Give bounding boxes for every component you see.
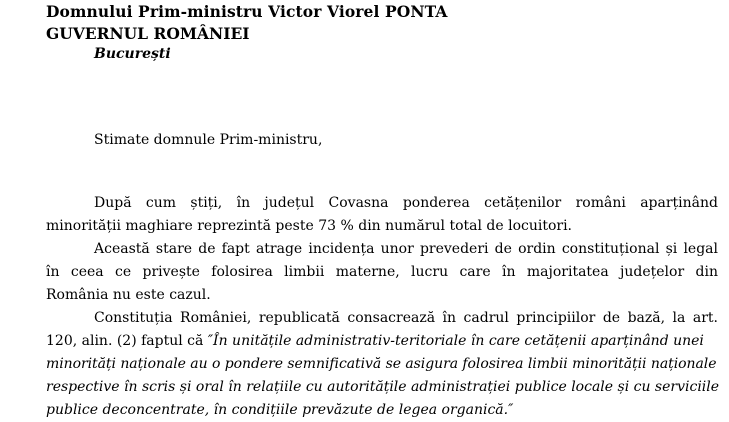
paragraph-1-line-2: minorității maghiare reprezintă peste 73 % din numărul total de locuitori.: [46, 218, 573, 234]
letter-body: [46, 192, 718, 422]
quotation-line-4: publice deconcentrate, în condițiile prevăzute de legea organică.″: [46, 402, 514, 418]
paragraph-2-line-2: în ceea ce privește folosirea limbii materne, lucru care în majoritatea județelor din: [46, 264, 718, 280]
paragraph-3-line-1: Constituția României, republicată consacrează în cadrul principiilor de bază, la art.: [94, 310, 718, 326]
paragraph-2-line-1: Această stare de fapt atrage incidența unor prevederi de ordin constituțional și legal: [94, 241, 718, 257]
addressee-line: Domnului Prim-ministru Victor Viorel PONTA: [46, 2, 448, 21]
paragraph-2-line-3: România nu este cazul.: [46, 287, 211, 303]
institution-line: GUVERNUL ROMÂNIEI: [46, 24, 250, 43]
quotation-line-2: minorități naționale au o pondere semnificativă se asigura folosirea limbii minorității naționale: [46, 356, 717, 372]
paragraph-3-line-2: [46, 330, 718, 353]
paragraph-1-line-1: După cum știți, în județul Covasna ponderea cetățenilor români aparținând: [94, 195, 718, 211]
quotation-line-3: respective în scris și oral în relațiile cu autoritățile administrației publice locale și cu serviciile: [46, 379, 720, 395]
quotation-start: ″În unitățile administrativ-teritoriale în care cetățenii aparținând unei: [207, 333, 704, 349]
city-line: București: [94, 46, 171, 62]
salutation: Stimate domnule Prim-ministru,: [94, 132, 323, 148]
article-reference: 120, alin. (2) faptul că: [46, 333, 208, 349]
